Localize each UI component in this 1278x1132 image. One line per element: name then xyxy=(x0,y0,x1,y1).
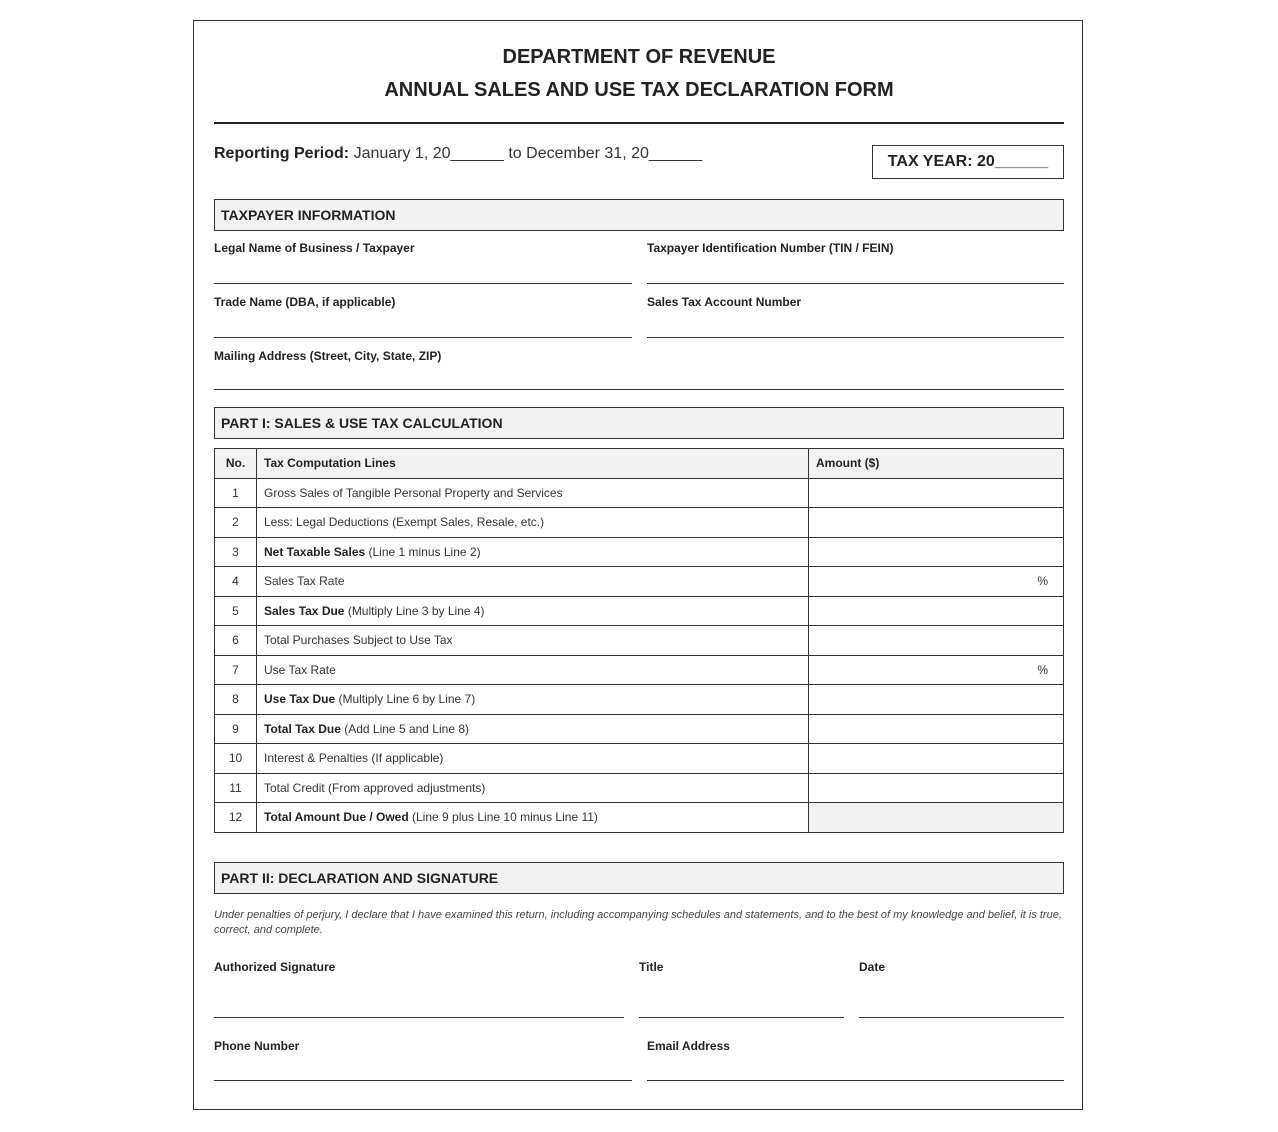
table-row xyxy=(215,508,1064,538)
mailing-address-line[interactable] xyxy=(214,389,1064,390)
line-number: 11 xyxy=(215,773,257,803)
tax-calculation-table xyxy=(214,448,1064,833)
line-number: 1 xyxy=(215,478,257,508)
amount-cell[interactable]: % xyxy=(809,567,1064,597)
total-amount-cell[interactable] xyxy=(809,803,1064,833)
line-description xyxy=(257,655,809,685)
line-description xyxy=(257,685,809,715)
column-header-no: No. xyxy=(215,449,257,479)
line-description-text: (Add Line 5 and Line 8) xyxy=(340,721,469,736)
signature-field[interactable] xyxy=(214,960,624,974)
account-number-label: Sales Tax Account Number xyxy=(647,295,802,309)
account-number-line[interactable] xyxy=(647,337,1064,338)
table-row xyxy=(215,773,1064,803)
email-field[interactable] xyxy=(647,1039,1064,1053)
line-description-text: Interest & Penalties (If applicable) xyxy=(264,751,444,766)
line-description-text: (Multiply Line 6 by Line 7) xyxy=(335,692,476,707)
date-label: Date xyxy=(859,960,886,974)
table-row xyxy=(215,626,1064,656)
table-row xyxy=(215,685,1064,715)
column-header-line: Tax Computation Lines xyxy=(257,449,809,479)
amount-cell[interactable] xyxy=(809,714,1064,744)
date-field[interactable] xyxy=(859,960,1064,974)
tax-year-box[interactable]: TAX YEAR: 20______ xyxy=(872,145,1064,179)
line-number: 12 xyxy=(215,803,257,833)
line-number: 5 xyxy=(215,596,257,626)
legal-name-field[interactable] xyxy=(214,241,632,255)
line-description-bold: Use Tax Due xyxy=(264,692,336,707)
line-description xyxy=(257,567,809,597)
table-row xyxy=(215,714,1064,744)
line-description-text: (Line 1 minus Line 2) xyxy=(365,544,481,559)
taxpayer-info-heading: TAXPAYER INFORMATION xyxy=(214,199,1064,231)
amount-cell[interactable] xyxy=(809,626,1064,656)
table-row xyxy=(215,596,1064,626)
signature-label: Authorized Signature xyxy=(214,960,336,974)
line-description-text: Total Credit (From approved adjustments) xyxy=(264,780,486,795)
reporting-period-field[interactable]: January 1, 20______ to December 31, 20______ xyxy=(353,145,703,162)
tin-label: Taxpayer Identification Number (TIN / FEIN) xyxy=(647,241,894,255)
reporting-period-label: Reporting Period: xyxy=(214,145,350,162)
table-header-row xyxy=(215,449,1064,479)
title-label: Title xyxy=(639,960,664,974)
table-row xyxy=(215,744,1064,774)
line-description-text: Sales Tax Rate xyxy=(264,574,345,589)
amount-cell[interactable]: % xyxy=(809,655,1064,685)
line-number: 8 xyxy=(215,685,257,715)
email-line[interactable] xyxy=(647,1080,1064,1081)
line-description-bold: Sales Tax Due xyxy=(264,603,345,618)
line-description-text: Use Tax Rate xyxy=(264,662,336,677)
amount-cell[interactable] xyxy=(809,773,1064,803)
line-description xyxy=(257,744,809,774)
trade-name-line[interactable] xyxy=(214,337,632,338)
table-row xyxy=(215,803,1064,833)
title-field[interactable] xyxy=(639,960,844,974)
amount-cell[interactable] xyxy=(809,744,1064,774)
column-header-amount: Amount ($) xyxy=(809,449,1064,479)
amount-cell[interactable] xyxy=(809,596,1064,626)
table-row xyxy=(215,655,1064,685)
phone-label: Phone Number xyxy=(214,1039,300,1053)
form-title: ANNUAL SALES AND USE TAX DECLARATION FORM xyxy=(384,79,894,101)
account-number-field[interactable] xyxy=(647,295,1064,309)
line-description-text: Less: Legal Deductions (Exempt Sales, Resale, etc.) xyxy=(264,515,545,530)
line-description xyxy=(257,537,809,567)
date-line[interactable] xyxy=(859,1017,1064,1018)
line-number: 2 xyxy=(215,508,257,538)
declaration-text: Under penalties of perjury, I declare that I have examined this return, including accompanying schedules and statements, and to the best of my knowledge and belief, it is true, correct, and complete. xyxy=(214,909,1062,936)
line-description-text: (Line 9 plus Line 10 minus Line 11) xyxy=(408,810,598,825)
line-description-text: Total Purchases Subject to Use Tax xyxy=(264,633,453,648)
amount-cell[interactable] xyxy=(809,685,1064,715)
part2-heading: PART II: DECLARATION AND SIGNATURE xyxy=(214,862,1064,894)
line-number: 3 xyxy=(215,537,257,567)
line-description xyxy=(257,596,809,626)
table-row xyxy=(215,567,1064,597)
line-description-text: Gross Sales of Tangible Personal Property and Services xyxy=(264,485,563,500)
tax-form-page xyxy=(193,20,1083,1110)
line-description-bold: Total Amount Due / Owed xyxy=(264,810,409,825)
legal-name-line[interactable] xyxy=(214,283,632,284)
title-line[interactable] xyxy=(639,1017,844,1018)
tin-field[interactable] xyxy=(647,241,1064,255)
table-row xyxy=(215,478,1064,508)
part1-heading: PART I: SALES & USE TAX CALCULATION xyxy=(214,407,1064,439)
line-number: 9 xyxy=(215,714,257,744)
line-description-bold: Total Tax Due xyxy=(264,721,341,736)
department-title: DEPARTMENT OF REVENUE xyxy=(502,46,776,68)
email-label: Email Address xyxy=(647,1039,730,1053)
line-description-bold: Net Taxable Sales xyxy=(264,544,366,559)
amount-cell[interactable] xyxy=(809,508,1064,538)
mailing-address-label: Mailing Address (Street, City, State, ZIP) xyxy=(214,349,442,363)
amount-cell[interactable] xyxy=(809,537,1064,567)
tin-line[interactable] xyxy=(647,283,1064,284)
amount-cell[interactable] xyxy=(809,478,1064,508)
line-description xyxy=(257,714,809,744)
trade-name-label: Trade Name (DBA, if applicable) xyxy=(214,295,396,309)
signature-line[interactable] xyxy=(214,1017,624,1018)
form-header xyxy=(214,46,1064,102)
line-description xyxy=(257,508,809,538)
line-number: 10 xyxy=(215,744,257,774)
reporting-period xyxy=(214,145,702,163)
line-number: 6 xyxy=(215,626,257,656)
header-divider xyxy=(214,122,1064,124)
line-description xyxy=(257,478,809,508)
line-number: 4 xyxy=(215,567,257,597)
line-description xyxy=(257,626,809,656)
mailing-address-field[interactable] xyxy=(214,349,1064,363)
legal-name-label: Legal Name of Business / Taxpayer xyxy=(214,241,415,255)
phone-line[interactable] xyxy=(214,1080,632,1081)
table-row xyxy=(215,537,1064,567)
phone-field[interactable] xyxy=(214,1039,632,1053)
line-description xyxy=(257,773,809,803)
line-description xyxy=(257,803,809,833)
line-number: 7 xyxy=(215,655,257,685)
line-description-text: (Multiply Line 3 by Line 4) xyxy=(344,603,485,618)
trade-name-field[interactable] xyxy=(214,295,632,309)
